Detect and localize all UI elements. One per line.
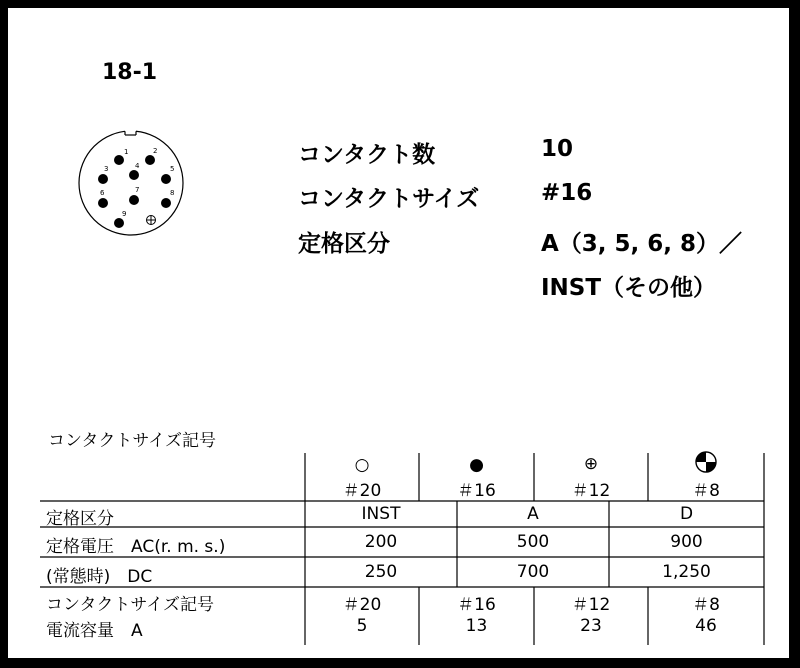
rating-class-d: D	[679, 504, 694, 524]
header-size-12: ＃12	[571, 481, 611, 501]
size-symbol-12: ＃12	[571, 595, 611, 615]
voltage-dc-inst: 250	[364, 562, 398, 582]
table-caption: コンタクトサイズ記号	[48, 431, 216, 451]
size-symbol-row-label: コンタクトサイズ記号	[46, 595, 214, 615]
rating-class-row-label: 定格区分	[46, 509, 114, 529]
rating-class-value: A（3, 5, 6, 8）／	[541, 231, 743, 257]
rating-class-inst: INST	[361, 504, 401, 524]
size-symbol-8: ＃8	[692, 595, 720, 615]
rating-class-a: A	[527, 504, 539, 524]
voltage-ac-row-label: 定格電圧 AC(r. m. s.)	[46, 537, 226, 557]
voltage-ac-a: 500	[516, 532, 550, 552]
header-size-16: ＃16	[457, 481, 496, 501]
current-8: 46	[695, 616, 717, 636]
header-size-20: ＃20	[342, 481, 382, 501]
pin-label: 2	[153, 147, 158, 155]
symbol-quartered-circle-icon	[695, 451, 717, 473]
rating-class-continuation: INST（その他）	[541, 275, 717, 301]
contact-count-value: 10	[541, 136, 574, 162]
pin-label: 6	[100, 189, 105, 197]
pin-label: 1	[124, 148, 129, 156]
voltage-ac-d: 900	[670, 532, 703, 552]
symbol-crossed-circle-icon: ⊕	[583, 454, 599, 474]
pin-label: 7	[135, 186, 140, 194]
rating-table-grid	[8, 8, 789, 658]
contact-count-label: コンタクト数	[298, 142, 436, 168]
current-16: 13	[465, 616, 488, 636]
current-20: 5	[356, 616, 368, 636]
voltage-ac-inst: 200	[364, 532, 398, 552]
contact-size-value: #16	[541, 180, 593, 206]
contact-size-label: コンタクトサイズ	[298, 186, 480, 212]
size-symbol-20: ＃20	[342, 595, 382, 615]
pin-label: 3	[104, 165, 109, 173]
current-12: 23	[580, 616, 602, 636]
header-size-8: ＃8	[692, 481, 720, 501]
rating-class-label: 定格区分	[298, 231, 390, 257]
pin-label: 4	[135, 162, 140, 170]
spec-sheet	[8, 8, 789, 658]
current-row-label: 電流容量 A	[46, 621, 143, 641]
pin-label: 5	[170, 165, 175, 173]
voltage-dc-a: 700	[516, 562, 550, 582]
voltage-dc-row-label: (常態時) DC	[46, 567, 153, 587]
size-symbol-16: ＃16	[457, 595, 496, 615]
pin-label: 9	[122, 210, 127, 218]
symbol-open-circle-icon: ○	[354, 455, 370, 475]
pin-label: 8	[170, 189, 175, 197]
voltage-dc-d: 1,250	[662, 562, 711, 582]
symbol-filled-circle-icon: ●	[469, 455, 484, 475]
connector-code: 18-1	[102, 60, 158, 85]
